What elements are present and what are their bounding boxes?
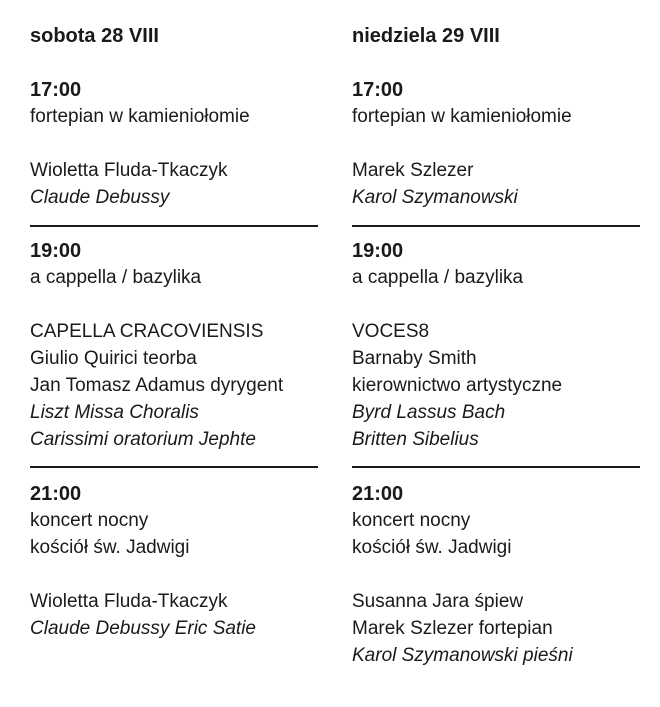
performer-line: Giulio Quirici teorba bbox=[30, 348, 197, 369]
event-block bbox=[352, 481, 640, 669]
event-info: fortepian w kamieniołomie bbox=[352, 106, 572, 127]
event-info: kościół św. Jadwigi bbox=[30, 537, 190, 558]
day-heading: niedziela 29 VIII bbox=[352, 25, 500, 47]
program-line: Liszt Missa Choralis bbox=[30, 402, 199, 423]
event-time: 19:00 bbox=[30, 240, 82, 262]
event-block bbox=[30, 481, 318, 642]
program-line: Byrd Lassus Bach bbox=[352, 402, 506, 423]
divider bbox=[30, 225, 318, 227]
event-info: a cappella / bazylika bbox=[30, 267, 202, 288]
spacer bbox=[352, 561, 640, 588]
program-line: Britten Sibelius bbox=[352, 429, 479, 450]
event-block bbox=[352, 77, 640, 211]
performer-line: Jan Tomasz Adamus dyrygent bbox=[30, 375, 284, 396]
spacer bbox=[30, 291, 318, 318]
event-time: 21:00 bbox=[30, 483, 82, 505]
program-line: Karol Szymanowski bbox=[352, 187, 518, 208]
performer-line: Marek Szlezer fortepian bbox=[352, 618, 553, 639]
performer-line: Susanna Jara śpiew bbox=[352, 591, 524, 612]
spacer bbox=[30, 130, 318, 157]
spacer bbox=[352, 130, 640, 157]
performer-line: CAPELLA CRACOVIENSIS bbox=[30, 321, 264, 342]
performer-line: Marek Szlezer bbox=[352, 160, 474, 181]
event-time: 21:00 bbox=[352, 483, 404, 505]
program-line: Claude Debussy Eric Satie bbox=[30, 618, 256, 639]
event-info: kościół św. Jadwigi bbox=[352, 537, 512, 558]
event-block bbox=[30, 77, 318, 211]
event-info: a cappella / bazylika bbox=[352, 267, 524, 288]
performer-line: VOCES8 bbox=[352, 321, 430, 342]
event-block bbox=[30, 238, 318, 453]
divider bbox=[352, 466, 640, 468]
program-line: Carissimi oratorium Jephte bbox=[30, 429, 256, 450]
performer-line: Wioletta Fluda-Tkaczyk bbox=[30, 160, 228, 181]
spacer bbox=[30, 561, 318, 588]
day-heading: sobota 28 VIII bbox=[30, 25, 159, 47]
divider bbox=[352, 225, 640, 227]
event-time: 17:00 bbox=[30, 79, 82, 101]
event-time: 19:00 bbox=[352, 240, 404, 262]
performer-line: Wioletta Fluda-Tkaczyk bbox=[30, 591, 228, 612]
performer-line: kierownictwo artystyczne bbox=[352, 375, 563, 396]
performer-line: Barnaby Smith bbox=[352, 348, 477, 369]
program-line: Claude Debussy bbox=[30, 187, 170, 208]
spacer bbox=[352, 291, 640, 318]
event-info: koncert nocny bbox=[30, 510, 149, 531]
program-line: Karol Szymanowski pieśni bbox=[352, 645, 573, 666]
divider bbox=[30, 466, 318, 468]
event-time: 17:00 bbox=[352, 79, 404, 101]
event-info: fortepian w kamieniołomie bbox=[30, 106, 250, 127]
event-info: koncert nocny bbox=[352, 510, 471, 531]
event-block bbox=[352, 238, 640, 453]
